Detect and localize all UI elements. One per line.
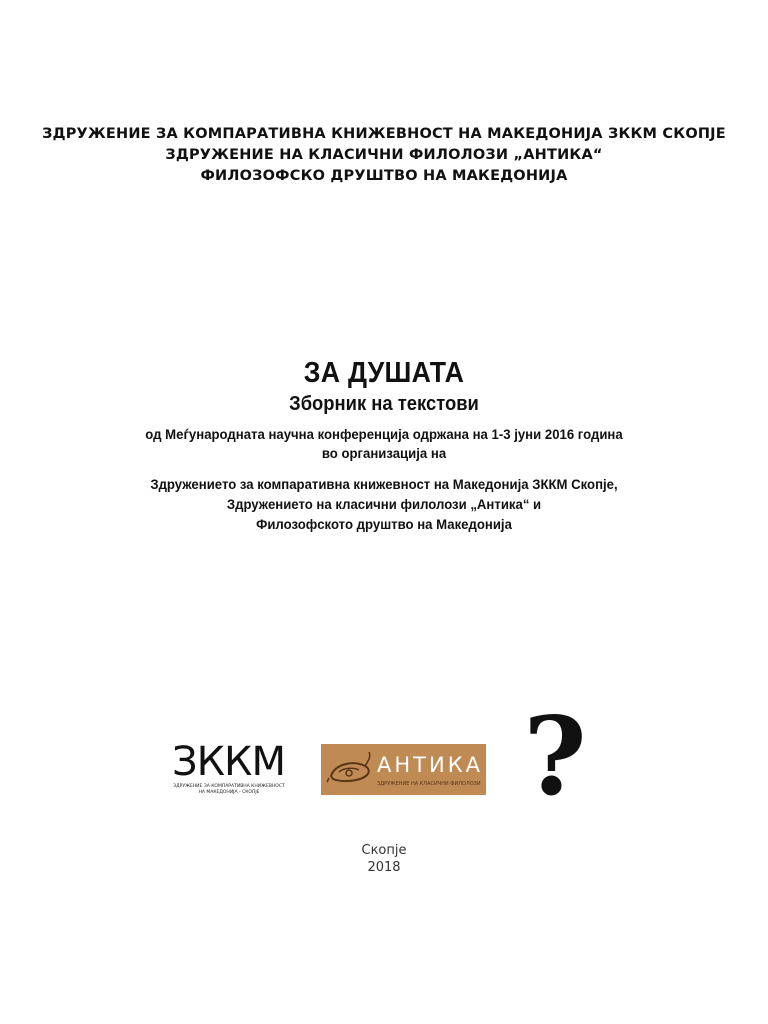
antika-logo-text: АНТИКА [377,753,483,777]
publication-year: 2018 [367,860,401,875]
antika-logo [321,744,486,795]
philosophy-society-question-mark-logo: ? [523,694,587,820]
footer [0,842,768,876]
zkkm-logo-text: ЗККМ [172,739,285,785]
zkkm-caption-line: ЗДРУЖЕНИЕ ЗА КОМПАРАТИВНА КНИЖЕВНОСТ [173,784,285,789]
header-line-zkkm: ЗДРУЖЕНИЕ ЗА КОМПАРАТИВНА КНИЖЕВНОСТ НА МАКЕДОНИЈА ЗККМ СКОПЈЕ [42,126,726,142]
conference-line: во организација на [321,445,447,461]
title-block [0,355,768,534]
zkkm-caption-line: НА МАКЕДОНИЈА - СКОПЈЕ [198,790,260,795]
zkkm-logo [170,740,286,800]
organizer-line: Здружението на класични филолози „Антика“ и [226,496,542,512]
antika-logo-caption: ЗДРУЖЕНИЕ НА КЛАСИЧНИ ФИЛОЛОЗИ [377,781,481,787]
antika-lamp-icon [325,748,373,791]
header-organizations [0,124,768,187]
main-title: ЗА ДУШАТА [303,357,465,389]
publication-city: Скопје [361,843,407,858]
organizer-line: Филозофското друштво на Македонија [256,516,512,532]
zkkm-logo-caption [172,784,286,796]
conference-line: од Меѓународната научна конференција одржана на 1-3 јуни 2016 година [145,426,623,442]
header-line-antika: ЗДРУЖЕНИЕ НА КЛАСИЧНИ ФИЛОЛОЗИ „АНТИКА“ [165,147,603,163]
header-line-philosophy: ФИЛОЗОФСКО ДРУШТВО НА МАКЕДОНИЈА [200,168,568,184]
organizer-lines [0,474,768,534]
subtitle: Зборник на текстови [289,393,479,415]
organizer-line: Здружението за компаративна книжевност на Македонија ЗККМ Скопје, [150,476,618,492]
